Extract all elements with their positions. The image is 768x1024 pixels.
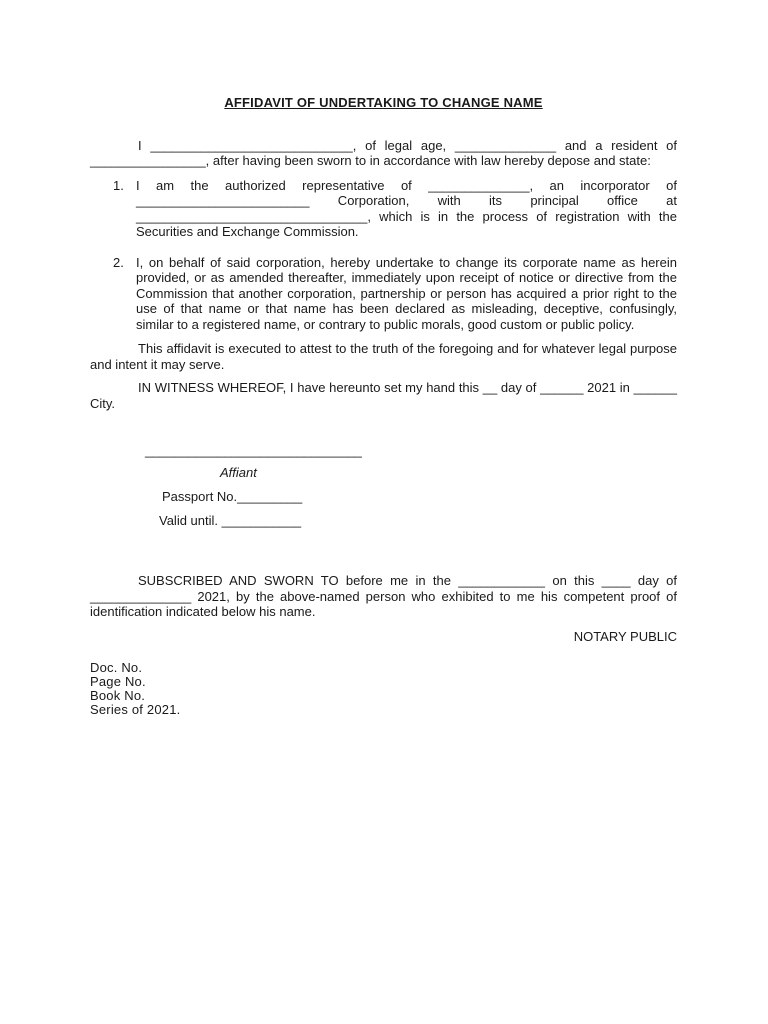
valid-until-field: Valid until. ___________: [159, 513, 302, 528]
sworn-paragraph: SUBSCRIBED AND SWORN TO before me in the ____________ on this ____ day of ______________ 2021, by the above-named person who exhibited to me his competent proof of identification indicated below his name.: [90, 573, 677, 619]
list-item: [90, 178, 677, 240]
list-item: [90, 255, 677, 333]
intro-paragraph: I ____________________________, of legal age, ______________ and a resident of ________________, after having been sworn to in accordance with law hereby depose and state:: [90, 137, 677, 168]
notary-public-label: NOTARY PUBLIC: [573, 628, 677, 644]
list-item-text: I am the authorized representative of ______________, an incorporator of ________________________ Corporation, with its principal office at ________________________________, which is in the process of registration with the Securities and Exchange Commission.: [136, 177, 677, 239]
document-title: AFFIDAVIT OF UNDERTAKING TO CHANGE NAME: [224, 95, 543, 110]
signature-block: [90, 443, 677, 573]
page-number-label: Page No.: [90, 674, 146, 689]
attest-paragraph: This affidavit is executed to attest to the truth of the foregoing and for whatever legal purpose and intent it may serve.: [90, 341, 677, 372]
series-label: Series of 2021.: [90, 702, 181, 717]
affiant-label: Affiant: [220, 465, 257, 480]
passport-number-field: Passport No._________: [162, 489, 303, 504]
list-item-number: 2.: [113, 254, 124, 270]
notarial-references: [90, 661, 677, 717]
affidavit-page: [90, 95, 677, 717]
list-item-text: I, on behalf of said corporation, hereby undertake to change its corporate name as herein provided, or as amended thereafter, immediately upon receipt of notice or directive from the Commission that another corporation, partnership or person has acquired a prior right to the use of that name or that name has been declared as misleading, deceptive, confusingly, similar to a registered name, or contrary to public morals, good custom or public policy.: [136, 254, 677, 332]
signature-line: ______________________________: [145, 443, 362, 458]
witness-paragraph: IN WITNESS WHEREOF, I have hereunto set my hand this __ day of ______ 2021 in ______ City.: [90, 380, 677, 411]
list-item-number: 1.: [113, 177, 124, 193]
doc-number-label: Doc. No.: [90, 660, 143, 675]
book-number-label: Book No.: [90, 688, 146, 703]
numbered-list: [90, 178, 677, 333]
